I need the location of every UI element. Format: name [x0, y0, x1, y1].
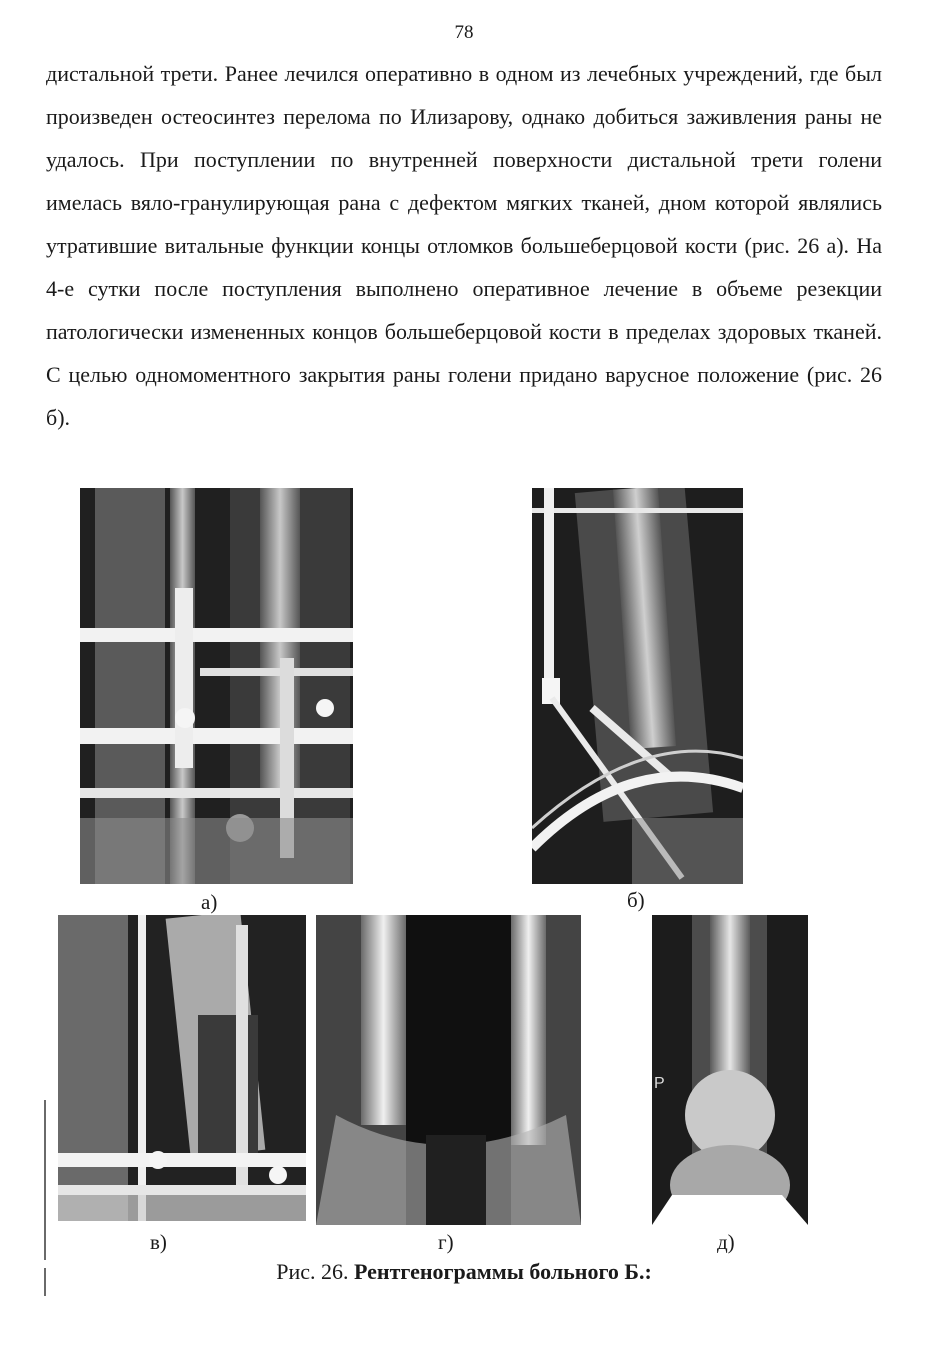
page-number: 78 — [454, 22, 474, 43]
xray-figure-d — [652, 915, 808, 1225]
xray-figure-g — [316, 915, 581, 1225]
figure-label-v: в) — [150, 1230, 167, 1254]
margin-mark — [44, 1100, 46, 1260]
figure-label-b: б) — [627, 888, 645, 912]
xray-figure-v — [58, 915, 306, 1221]
body-paragraph: дистальной трети. Ранее лечился оперативно в одном из лечебных учреждений, где был произведен остеосинтез перелома по Илизарову, однако добиться заживления раны не удалось. При поступлении по внутренней поверхности дистальной трети голени имелась вяло-гранулирующая рана с дефектом мягких тканей, дном которой являлись утратившие витальные функции концы отломков большеберцовой кости (рис. 26 а). На 4-е сутки после поступления выполнено оперативное лечение в объеме резекции патологически измененных концов большеберцовой кости в пределах здоровых тканей. С целью одномоментного закрытия раны голени придано варусное положение (рис. 26 б). — [46, 61, 882, 430]
figure-label-g: г) — [438, 1230, 454, 1254]
caption-prefix: Рис. 26. — [276, 1259, 354, 1284]
figure-label-a: а) — [201, 890, 218, 914]
margin-mark — [44, 1268, 46, 1296]
xray-figure-b — [532, 488, 743, 884]
figure-label-d: д) — [717, 1230, 735, 1254]
figure-caption — [0, 1259, 928, 1285]
caption-title: Рентгенограммы больного Б.: — [353, 1259, 652, 1284]
xray-figure-a — [80, 488, 353, 884]
xray-side-marker: P — [654, 1075, 665, 1092]
body-text — [46, 52, 882, 439]
